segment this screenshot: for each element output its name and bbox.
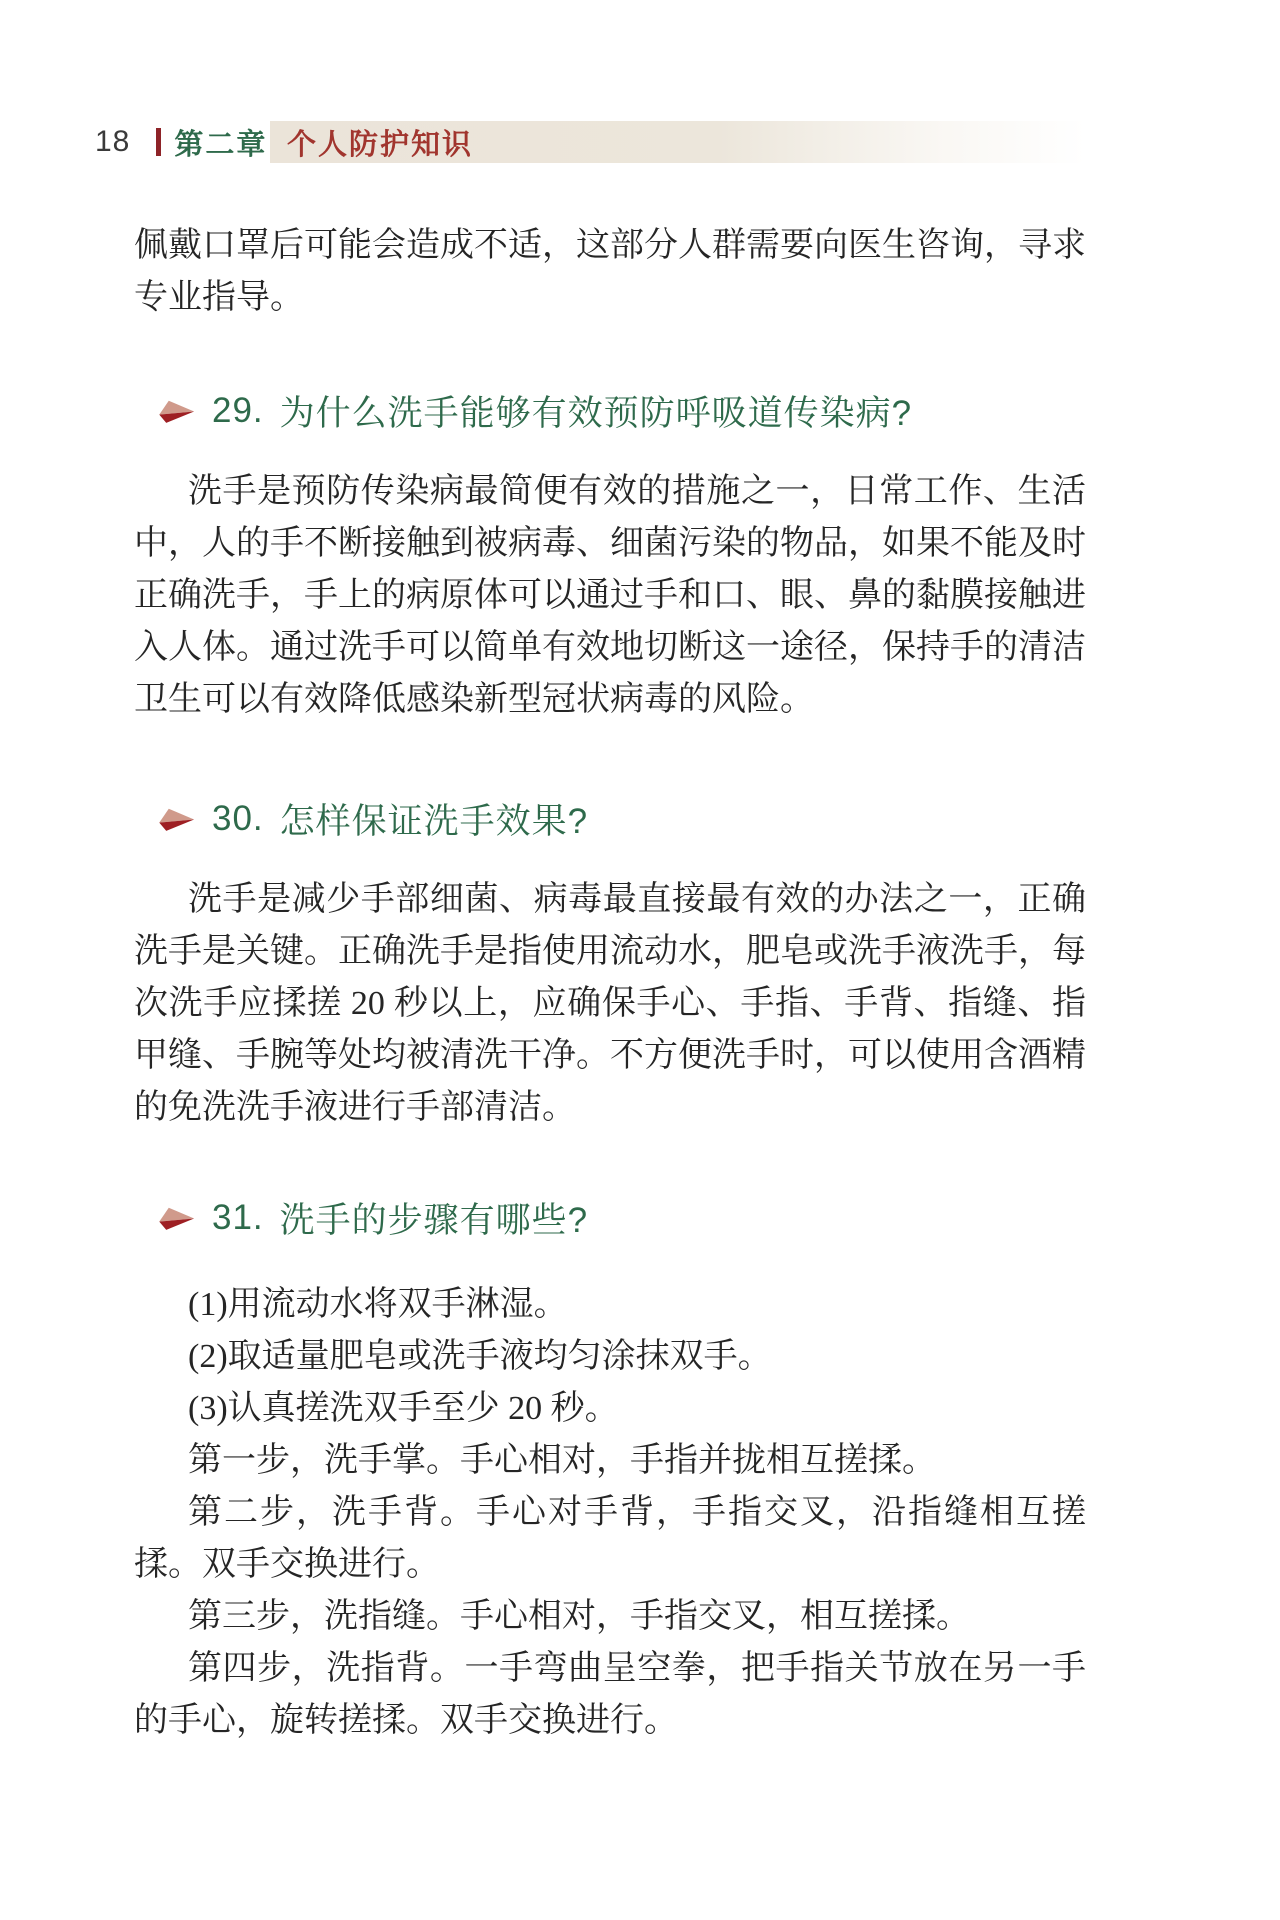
chapter-label: 第二章 (174, 128, 268, 161)
question-29-number: 29. (212, 391, 264, 430)
question-30-heading (158, 797, 588, 841)
arrow-marker-icon (158, 805, 196, 834)
question-31-steps (134, 1279, 1086, 1747)
question-30-title: 怎样保证洗手效果? (279, 802, 589, 841)
intro-paragraph: 佩戴口罩后可能会造成不适，这部分人群需要向医生咨询，寻求专业指导。 (134, 227, 1086, 316)
question-29-title: 为什么洗手能够有效预防呼吸道传染病? (279, 394, 913, 433)
step-line: 第一步，洗手掌。手心相对，手指并拢相互搓揉。 (188, 1442, 936, 1479)
chapter-title-band (270, 121, 1086, 163)
page-header (95, 121, 267, 163)
question-30-answer: 洗手是减少手部细菌、病毒最直接最有效的办法之一，正确洗手是关键。正确洗手是指使用流动水，肥皂或洗手液洗手，每次洗手应揉搓 20 秒以上，应确保手心、手指、手背、指缝、指甲缝、手腕等处均被清洗干净。不方便洗手时，可以使用含酒精的免洗洗手液进行手部清洁。 (134, 881, 1086, 1126)
question-31-heading (158, 1196, 588, 1240)
chapter-title: 个人防护知识 (287, 128, 474, 161)
question-29-answer: 洗手是预防传染病最简便有效的措施之一，日常工作、生活中，人的手不断接触到被病毒、细菌污染的物品，如果不能及时正确洗手，手上的病原体可以通过手和口、眼、鼻的黏膜接触进入人体。通过洗手可以简单有效地切断这一途径，保持手的清洁卫生可以有效降低感染新型冠状病毒的风险。 (134, 473, 1086, 718)
question-31-title: 洗手的步骤有哪些? (279, 1201, 589, 1240)
arrow-marker-icon (158, 397, 196, 426)
step-line: (3)认真搓洗双手至少 20 秒。 (188, 1390, 619, 1427)
step-line: 第二步，洗手背。手心对手背，手指交叉，沿指缝相互搓揉。双手交换进行。 (134, 1494, 1086, 1583)
step-line: (2)取适量肥皂或洗手液均匀涂抹双手。 (188, 1338, 772, 1375)
step-line: (1)用流动水将双手淋湿。 (188, 1286, 568, 1323)
arrow-marker-icon (158, 1204, 196, 1233)
question-29-heading (158, 389, 912, 433)
page-number: 18 (95, 125, 131, 158)
question-31-number: 31. (212, 1198, 264, 1237)
step-line: 第四步，洗指背。一手弯曲呈空拳，把手指关节放在另一手的手心，旋转搓揉。双手交换进行。 (134, 1650, 1086, 1739)
step-line: 第三步，洗指缝。手心相对，手指交叉，相互搓揉。 (188, 1598, 970, 1635)
question-30-number: 30. (212, 799, 264, 838)
header-divider-bar (156, 128, 161, 156)
